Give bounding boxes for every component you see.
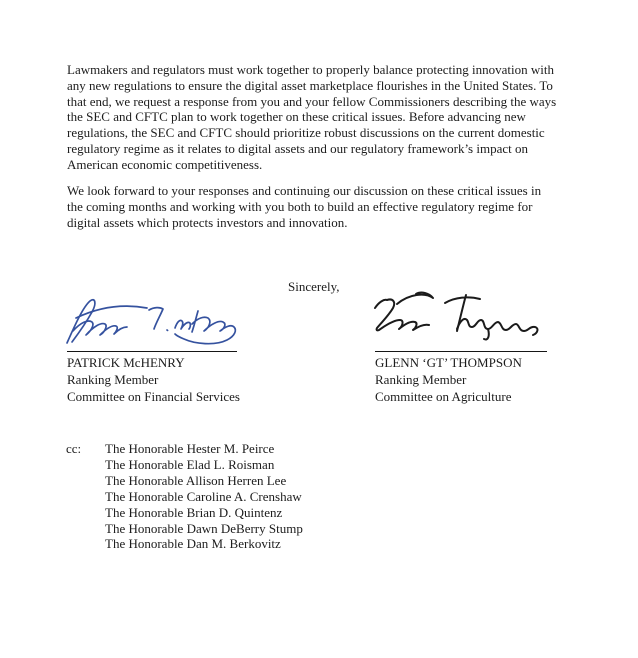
signatory-block-left xyxy=(67,354,240,406)
cc-label: cc: xyxy=(66,441,82,456)
body-paragraph-1 xyxy=(67,62,556,173)
signature-ink-group xyxy=(67,300,235,344)
signatory-title: Ranking Member xyxy=(67,372,159,388)
cc-recipient: The Honorable Dawn DeBerry Stump xyxy=(105,520,303,536)
signature-line-right xyxy=(375,351,547,352)
body-text-line: regulations, the SEC and CFTC should prioritize robust discussions on the current domestic xyxy=(67,125,545,141)
body-text-line: digital assets which protects investors and innovation. xyxy=(67,214,348,230)
cc-recipient: The Honorable Allison Herren Lee xyxy=(105,472,287,488)
signatory-name: GLENN ‘GT’ THOMPSON xyxy=(375,355,522,370)
body-text-line: Lawmakers and regulators must work together to properly balance protecting innovation with xyxy=(67,62,554,77)
signatory-block-right xyxy=(375,354,522,406)
signatory-committee: Committee on Agriculture xyxy=(375,389,512,405)
cc-recipient: The Honorable Caroline A. Crenshaw xyxy=(105,488,302,504)
glenn-thompson-signature xyxy=(369,288,554,350)
body-text-line: regulatory regime as it relates to digital assets and our regulatory framework’s impact on xyxy=(67,140,528,156)
body-text-line: We look forward to your responses and continuing our discussion on these critical issues in xyxy=(67,183,542,198)
body-text-line: American economic competitiveness. xyxy=(67,156,263,172)
body-text-line: that end, we request a response from you and your fellow Commissioners describing the ways xyxy=(67,93,557,109)
body-text-line: the SEC and CFTC plan to work together on these critical issues. Before advancing new xyxy=(67,109,526,125)
signature-line-left xyxy=(67,351,237,352)
body-text-line: the coming months and working with you both to build an effective regulatory regime for xyxy=(67,198,533,214)
cc-recipient: The Honorable Dan M. Berkovitz xyxy=(105,536,281,552)
signatory-name: PATRICK McHENRY xyxy=(67,355,185,370)
signature-ink-group xyxy=(375,293,537,340)
patrick-mchenry-signature xyxy=(63,293,241,351)
cc-recipient: The Honorable Hester M. Peirce xyxy=(105,441,275,456)
signatory-committee: Committee on Financial Services xyxy=(67,389,240,405)
cc-recipient: The Honorable Elad L. Roisman xyxy=(105,456,275,472)
body-paragraph-2 xyxy=(67,183,541,230)
cc-list xyxy=(105,441,303,552)
cc-recipient: The Honorable Brian D. Quintenz xyxy=(105,504,283,520)
closing-sincerely: Sincerely, xyxy=(288,279,340,294)
signatory-title: Ranking Member xyxy=(375,372,467,388)
body-text-line: any new regulations to ensure the digital asset marketplace flourishes in the United States. To xyxy=(67,77,553,93)
